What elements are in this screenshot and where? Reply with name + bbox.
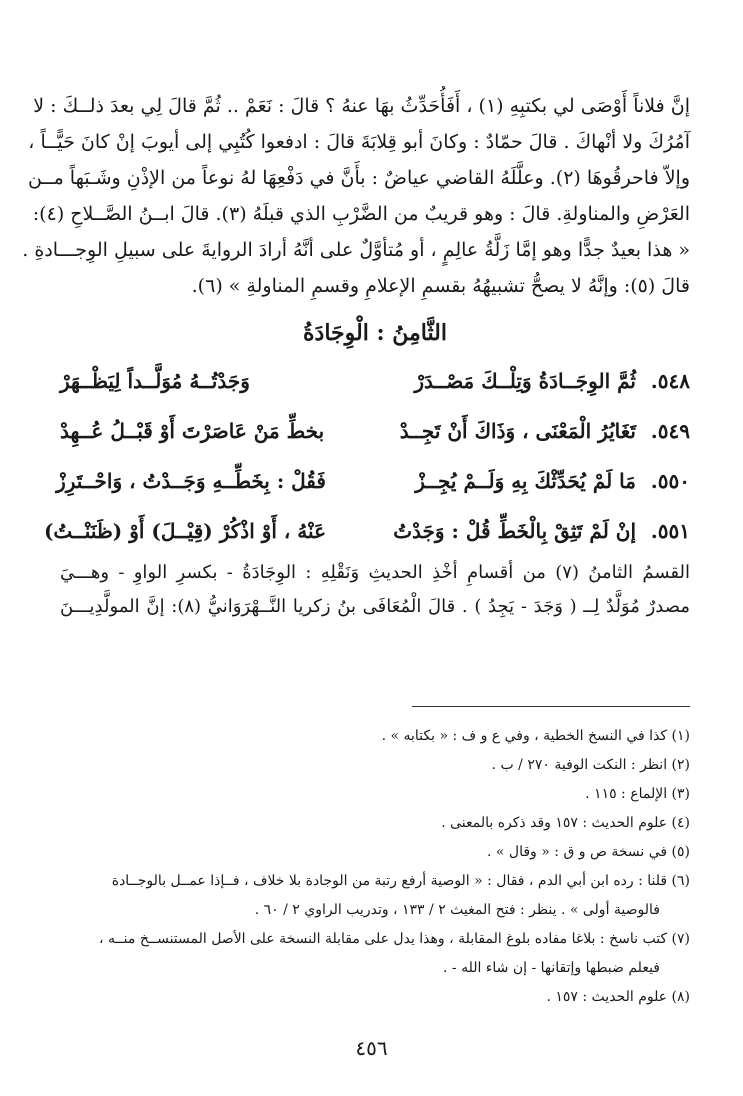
footnote: (٨) علوم الحديث : ١٥٧ . [546,989,690,1005]
body-line: القسمُ الثامنُ (٧) من أقسامِ أخْذِ الحديثِ وَنَقْلِهِ : الوِجَادَةُ - بكسرِ الواوِ - وهـــيَ [60,562,690,583]
verse-row [56,456,690,506]
body-line: مصدرٌ مُوَلَّدٌ لِــ ( وَجَدَ - يَجِدُ ) . قالَ الْمُعَافَى بنُ زكريا النَّــهْرَوَانيُّ (٨): إنَّ المولَّدِيـــنَ [60,596,691,617]
footnote-continuation: فالوصية أولى » . ينظر : فتح المغيث ٢ / ١٣٣ ، وتدريب الراوي ٢ / ٦٠ . [254,902,660,918]
body-line: قالَ (٥): وإنَّهُ لا يصحُّ تشبيهُهُ بقسمِ الإعلامِ وقسمِ المناولةِ » (٦). [191,275,690,297]
section-heading: الثَّامِنُ : الْوِجَادَةُ [303,320,447,346]
verse-second-hemistich: عَنْهُ ، أَوْ اذْكُرْ (قِيْــلَ) أَوْ (ظَنَنْــتُ) [43,519,326,543]
verse-first-hemistich: إنْ لَمْ تَثِقْ بِالْخَطِّ قُلْ : وَجَدْتُ [393,519,636,543]
verse-row [60,356,690,406]
footnote: (٤) علوم الحديث : ١٥٧ وقد ذكره بالمعنى . [441,815,690,831]
footnote: (١) كذا في النسخ الخطية ، وفي ع و ف : « بكتابه » . [381,728,690,744]
verse-number: ٥٤٨. [650,369,690,393]
verse-block [43,356,690,556]
verse-first-hemistich: تَغَايُرُ الْمَعْنَى ، وَذَاكَ أَنْ تَجِــدْ [399,419,636,443]
verse-second-hemistich: وَجَدْتُــهُ مُوَلَّــداً لِيَظْــهَرْ [60,369,250,393]
body-line: « هذا بعيدٌ جدًّا وهو إمَّا زَلَّةُ عالِمٍ ، أو مُتأوَّلٌ على أنَّهُ أرادَ الروايةَ على سبيلِ الوِجـــادةِ . [22,239,690,261]
page-body [22,88,691,624]
footnotes [60,722,690,1012]
footnote: (٧) كتب ناسخ : بلاغا مفاده بلوغ المقابلة ، وهذا يدل على مقابلة النسخة على الأصل المستنســخ منــه ، [98,931,690,947]
footnote-divider [412,706,690,707]
verse-number: ٥٥٠. [650,469,690,493]
body-line: العَرْضِ والمناولةِ. قالَ : وهو قريبٌ من الضَّرْبِ الذي قبلَهُ (٣). قالَ ابــنُ الصَّــلاحِ (٤): [32,203,690,225]
verse-second-hemistich: بخطِّ مَنْ عَاصَرْتَ أَوْ قَبْــلُ عُــهِدْ [60,419,325,443]
footnote: (٥) في نسخة ص و ق : « وقال » . [487,844,690,860]
verse-row [43,506,690,556]
body-line: آمُرُكَ ولا أنْهاكَ . قالَ حمّادٌ : وكانَ أبو قِلابَةَ قالَ : ادفعوا كُتُبِي إلى أيوبَ إنْ كانَ حَيًّــاً ، [28,131,690,153]
verse-row [60,406,690,456]
body-line: وإلاّ فاحرقُوهَا (٢). وعلَّلَهُ القاضي عياضٌ : بأَنَّ في دَفْعِهَا لهُ نوعاً من الإذْنِ وشَـبَهاً مــن [27,167,690,189]
section-paragraph [60,556,690,624]
verse-first-hemistich: مَا لَمْ يُحَدِّثْكَ بِهِ وَلَــمْ يُجِــزْ [415,469,636,493]
verse-first-hemistich: ثُمَّ الوِجَــادَةُ وَتِلْــكَ مَصْــدَرْ [414,369,636,393]
verse-number: ٥٥١. [650,519,690,543]
page-number: ٤٥٦ [355,1036,388,1060]
verse-second-hemistich: فَقُلْ : بِخَطِّــهِ وَجَــدْتُ ، وَاحْــتَرِزْ [56,469,326,493]
footnote: (٦) قلنا : رده ابن أبي الدم ، فقال : « الوصية أرفع رتبة من الوجادة بلا خلاف ، فــإذا عمــل بالوجــادة [111,873,690,889]
footnote: (٢) انظر : النكت الوفية ٢٧٠ / ب . [491,757,690,773]
intro-paragraph [22,88,690,304]
footnote: (٣) الإلماع : ١١٥ . [585,786,690,802]
verse-number: ٥٤٩. [650,419,690,443]
body-line: إنَّ فلاناً أَوْصَى لي بكتبِهِ (١) ، أَفَأُحَدِّثُ بهَا عنهُ ؟ قالَ : نَعَمْ .. ثُمَّ قالَ لِي بعدَ ذلــكَ : لا [33,95,690,117]
footnote-continuation: فيعلم ضبطها وإتقانها - إن شاء الله - . [442,960,660,976]
